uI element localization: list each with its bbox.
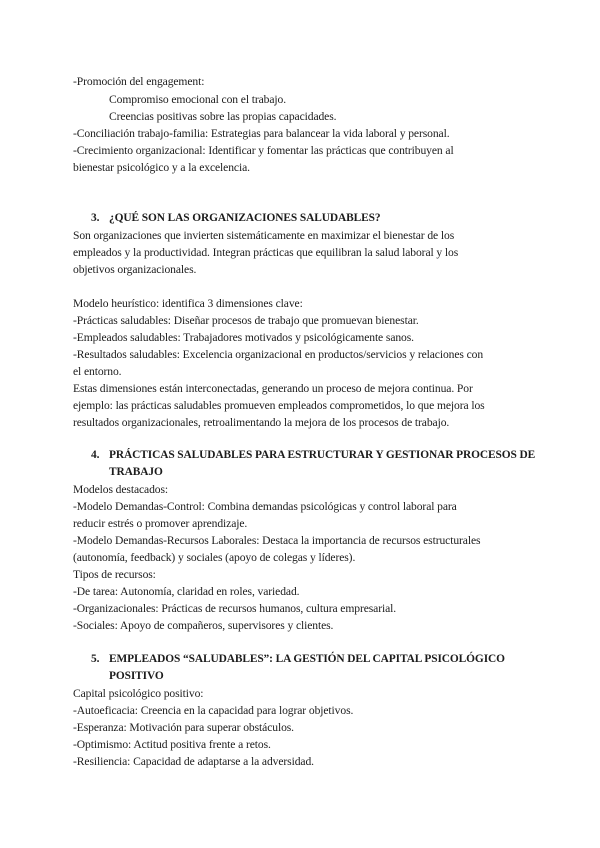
section-3-number: 3. (91, 212, 100, 224)
autoeficacia-line: -Autoeficacia: Creencia en la capacidad para lograr objetivos. (73, 704, 354, 717)
crecimiento-line-1: -Crecimiento organizacional: Identificar y fomentar las prácticas que contribuyen al (73, 144, 454, 157)
dimensiones-line-1: Estas dimensiones están interconectadas, generando un proceso de mejora continua. Por (73, 382, 473, 395)
section-3-title: ¿QUÉ SON LAS ORGANIZACIONES SALUDABLES? (109, 212, 381, 224)
demandas-recursos-line-1: -Modelo Demandas-Recursos Laborales: Destaca la importancia de recursos estructurales (73, 534, 481, 547)
recursos-organizacionales-line: -Organizacionales: Prácticas de recursos humanos, cultura empresarial. (73, 602, 397, 615)
section-3-intro-1: Son organizaciones que invierten sistemáticamente en maximizar el bienestar de los (73, 229, 455, 242)
section-3-intro-3: objetivos organizacionales. (73, 263, 197, 276)
resiliencia-line: -Resiliencia: Capacidad de adaptarse a la adversidad. (73, 755, 314, 768)
crecimiento-line-2: bienestar psicológico y a la excelencia. (73, 161, 250, 174)
recursos-sociales-line: -Sociales: Apoyo de compañeros, supervisores y clientes. (73, 619, 334, 632)
modelos-destacados-line: Modelos destacados: (73, 483, 169, 496)
resultados-saludables-line-1: -Resultados saludables: Excelencia organizacional en productos/servicios y relaciones con (73, 348, 484, 361)
section-3-intro-2: empleados y la productividad. Integran prácticas que equilibran la salud laboral y los (73, 246, 459, 259)
compromiso-line: Compromiso emocional con el trabajo. (109, 93, 287, 106)
dimensiones-line-2: ejemplo: las prácticas saludables promueven empleados comprometidos, lo que mejora los (73, 399, 485, 412)
dimensiones-line-3: resultados organizacionales, retroalimentando la mejora de los procesos de trabajo. (73, 416, 450, 429)
demandas-control-line-1: -Modelo Demandas-Control: Combina demandas psicológicas y control laboral para (73, 500, 457, 513)
tipos-recursos-line: Tipos de recursos: (73, 568, 156, 581)
demandas-recursos-line-2: (autonomía, feedback) y sociales (apoyo de colegas y líderes). (73, 551, 356, 564)
esperanza-line: -Esperanza: Motivación para superar obstáculos. (73, 721, 294, 734)
section-5-number: 5. (91, 653, 100, 665)
section-4-title-1: PRÁCTICAS SALUDABLES PARA ESTRUCTURAR Y GESTIONAR PROCESOS DE (109, 449, 536, 461)
recursos-tarea-line: -De tarea: Autonomía, claridad en roles, variedad. (73, 585, 300, 598)
conciliacion-line: -Conciliación trabajo-familia: Estrategias para balancear la vida laboral y personal. (73, 127, 450, 140)
section-4-number: 4. (91, 449, 100, 461)
section-5-title-2: POSITIVO (109, 670, 164, 682)
promocion-line: -Promoción del engagement: (73, 75, 205, 88)
creencias-line: Creencias positivas sobre las propias capacidades. (109, 110, 337, 123)
optimismo-line: -Optimismo: Actitud positiva frente a retos. (73, 738, 271, 751)
demandas-control-line-2: reducir estrés o promover aprendizaje. (73, 517, 248, 530)
capital-psicologico-line: Capital psicológico positivo: (73, 687, 204, 700)
resultados-saludables-line-2: el entorno. (73, 365, 122, 378)
empleados-saludables-line: -Empleados saludables: Trabajadores motivados y psicológicamente sanos. (73, 331, 414, 344)
modelo-heuristico-line: Modelo heurístico: identifica 3 dimensiones clave: (73, 297, 303, 310)
practicas-saludables-line: -Prácticas saludables: Diseñar procesos de trabajo que promuevan bienestar. (73, 314, 419, 327)
section-4-title-2: TRABAJO (109, 466, 163, 478)
section-5-title-1: EMPLEADOS “SALUDABLES”: LA GESTIÓN DEL CAPITAL PSICOLÓGICO (109, 653, 505, 665)
